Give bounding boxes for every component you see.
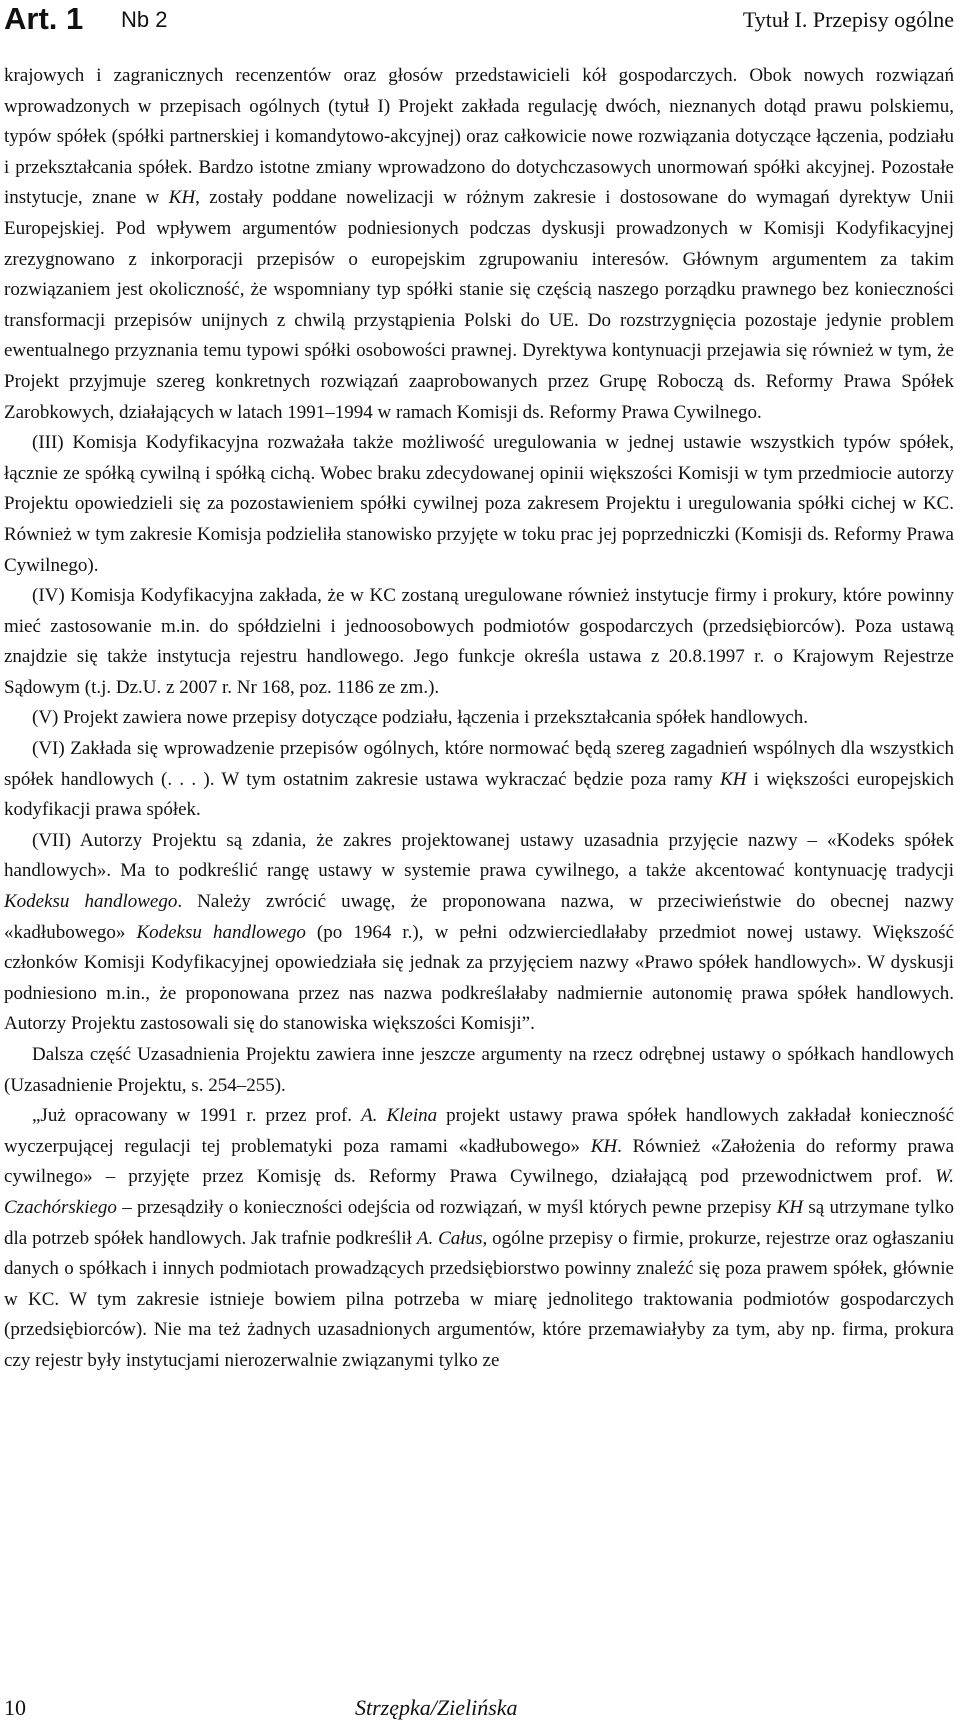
document-body: [4, 61, 954, 1377]
paragraph: [4, 61, 954, 428]
text-run: są utrzymane tylko dla potrzeb spółek handlowych. Jak trafnie podkreślił: [4, 1196, 955, 1249]
italic-text: A. Całus: [416, 1227, 483, 1249]
page-footer: [4, 1694, 954, 1724]
text-run: projekt ustawy prawa spółek handlowych zakładał konieczność wyczerpującej regulacji tej problematyki poza ramami «kadłubowego»: [4, 1105, 954, 1157]
text-run: „Już opracowany w 1991 r. przez prof.: [32, 1105, 362, 1127]
paragraph: [4, 734, 954, 826]
article-number: Art. 1: [4, 1, 84, 36]
authors-running-footer: Strzępka/Zielińska: [355, 1695, 518, 1720]
paragraph: [4, 826, 954, 1040]
text-run: , ogólne przepisy o firmie, prokurze, rejestrze oraz ogłaszaniu danych o spółkach i innych podmiotach prowadzących przedsiębiorstwo powinny znaleźć się poza prawem spółek, głównie w KC. W tym zakresie istnieje bowiem pilna potrzeba w miarę jednolitego traktowania podmiotów gospodarczych (przedsiębiorców). Nie ma też żadnych uzasadnionych argumentów, które przemawiałyby za tym, aby np. firma, prokura czy rejestr były instytucjami nierozerwalnie związanymi tylko ze: [4, 1227, 955, 1371]
italic-text: Kodeksu handlowego: [4, 891, 178, 913]
text-run: (IV) Komisja Kodyfikacyjna zakłada, że w KC zostaną uregulowane również instytucje firmy i prokury, które powinny mieć zastosowanie m.in. do spółdzielni i jednoosobowych podmiotów gospodarczych (przedsiębiorców). Poza ustawą znajdzie się także instytucja rejestru handlowego. Jego funkcje określa ustawa z 20.8.1997 r. o Krajowym Rejestrze Sądowym (t.j. Dz.U. z 2007 r. Nr 168, poz. 1186 ze zm.).: [4, 585, 954, 698]
page-number: 10: [4, 1695, 26, 1720]
paragraph: [4, 428, 954, 581]
text-run: , zostały poddane nowelizacji w różnym zakresie i dostosowane do wymagań dyrektyw Unii Europejskiej. Pod wpływem argumentów podniesionych podczas dyskusji prowadzonych w Komisji Kodyfikacyjnej zrezygnowano z inkorporacji przepisów o europejskim zgrupowaniu interesów. Głównym argumentem za takim rozwiązaniem jest okoliczność, że wspomniany typ spółki stanie się częścią naszego porządku prawnego bez konieczności transformacji przepisów unijnych z chwilą przystąpienia Polski do UE. Do rozstrzygnięcia pozostaje jedynie problem ewentualnego przyznania temu typowi spółki osobowości prawnej. Dyrektywa kontynuacji przejawia się również w tym, że Projekt przyjmuje szereg konkretnych rozwiązań zaaprobowanych przez Grupę Roboczą ds. Reformy Prawa Spółek Zarobkowych, działających w latach 1991–1994 w ramach Komisji ds. Reformy Prawa Cywilnego.: [4, 187, 954, 423]
paragraph: [4, 581, 954, 703]
paragraph: [4, 1040, 954, 1101]
text-run: Dalsza część Uzasadnienia Projektu zawiera inne jeszcze argumenty na rzecz odrębnej ustawy o spółkach handlowych (Uzasadnienie Projektu, s. 254–255).: [4, 1044, 954, 1096]
italic-text: A. Kleina: [361, 1105, 438, 1127]
paragraph: [4, 703, 954, 734]
text-run: . Należy zwrócić uwagę, że proponowana nazwa, w przeciwieństwie do obecnej nazwy «kadłubowego»: [4, 891, 954, 943]
text-run: (VII) Autorzy Projektu są zdania, że zakres projektowanej ustawy uzasadnia przyjęcie nazwy – «Kodeks spółek handlowych». Ma to podkreślić rangę ustawy w systemie prawa cywilnego, a także akcentować kontynuację tradycji: [4, 829, 954, 882]
section-title: Tytuł I. Przepisy ogólne: [742, 7, 954, 32]
page-header: [4, 2, 954, 42]
italic-text: KH: [590, 1135, 618, 1157]
italic-text: KH: [720, 768, 747, 790]
text-run: (po 1964 r.), w pełni odzwierciedlałaby przedmiot nowej ustawy. Większość członków Komisji Kodyfikacyjnej opowiedziała się jednak za przyjęciem nazwy «Prawo spółek handlowych». W dyskusji podniesiono m.in., że proponowana przez nas nazwa podkreślałaby nadmiernie autonomię prawa spółek handlowych. Autorzy Projektu zastosowali się do stanowiska większości Komisji”.: [4, 921, 954, 1035]
text-run: . Również «Założenia do reformy prawa cywilnego» – przyjęte przez Komisję ds. Reformy Prawa Cywilnego, działającą pod przewodnictwem prof.: [4, 1135, 955, 1188]
paragraph: [4, 1101, 954, 1376]
italic-text: KH: [776, 1196, 804, 1218]
italic-text: KH: [168, 187, 196, 209]
text-run: – przesądziły o konieczności odejścia od rozwiązań, w myśl których pewne przepisy: [116, 1196, 777, 1218]
marginal-number: Nb 2: [121, 7, 168, 32]
text-run: (V) Projekt zawiera nowe przepisy dotyczące podziału, łączenia i przekształcania spółek handlowych.: [32, 707, 809, 729]
text-run: krajowych i zagranicznych recenzentów oraz głosów przedstawicieli kół gospodarczych. Obok nowych rozwiązań wprowadzonych w przepisach ogólnych (tytuł I) Projekt zakłada regulację dwóch, nieznanych dotąd prawu polskiemu, typów spółek (spółki partnerskiej i komandytowo-akcyjnej) oraz całkowicie nowe rozwiązania dotyczące łączenia, podziału i przekształcania spółek. Bardzo istotne zmiany wprowadzono do dotychczasowych unormowań spółki akcyjnej. Pozostałe instytucje, znane w: [4, 65, 954, 209]
italic-text: Kodeksu handlowego: [136, 921, 306, 943]
italic-text: W. Czachórskiego: [4, 1166, 954, 1218]
text-run: (VI) Zakłada się wprowadzenie przepisów ogólnych, które normować będą szereg zagadnień wspólnych dla wszystkich spółek handlowych (. . . ). W tym ostatnim zakresie ustawa wykraczać będzie poza ramy: [4, 738, 954, 790]
text-run: (III) Komisja Kodyfikacyjna rozważała także możliwość uregulowania w jednej ustawie wszystkich typów spółek, łącznie ze spółką cywilną i spółką cichą. Wobec braku zdecydowanej opinii większości Komisji w tym przedmiocie autorzy Projektu opowiedzieli się za pozostawieniem spółki cywilnej poza zakresem Projektu i uregulowania spółki cichej w KC. Również w tym zakresie Komisja podzieliła stanowisko przyjęte w toku prac jej poprzedniczki (Komisji ds. Reformy Prawa Cywilnego).: [4, 432, 954, 576]
text-run: i większości europejskich kodyfikacji prawa spółek.: [4, 768, 954, 821]
